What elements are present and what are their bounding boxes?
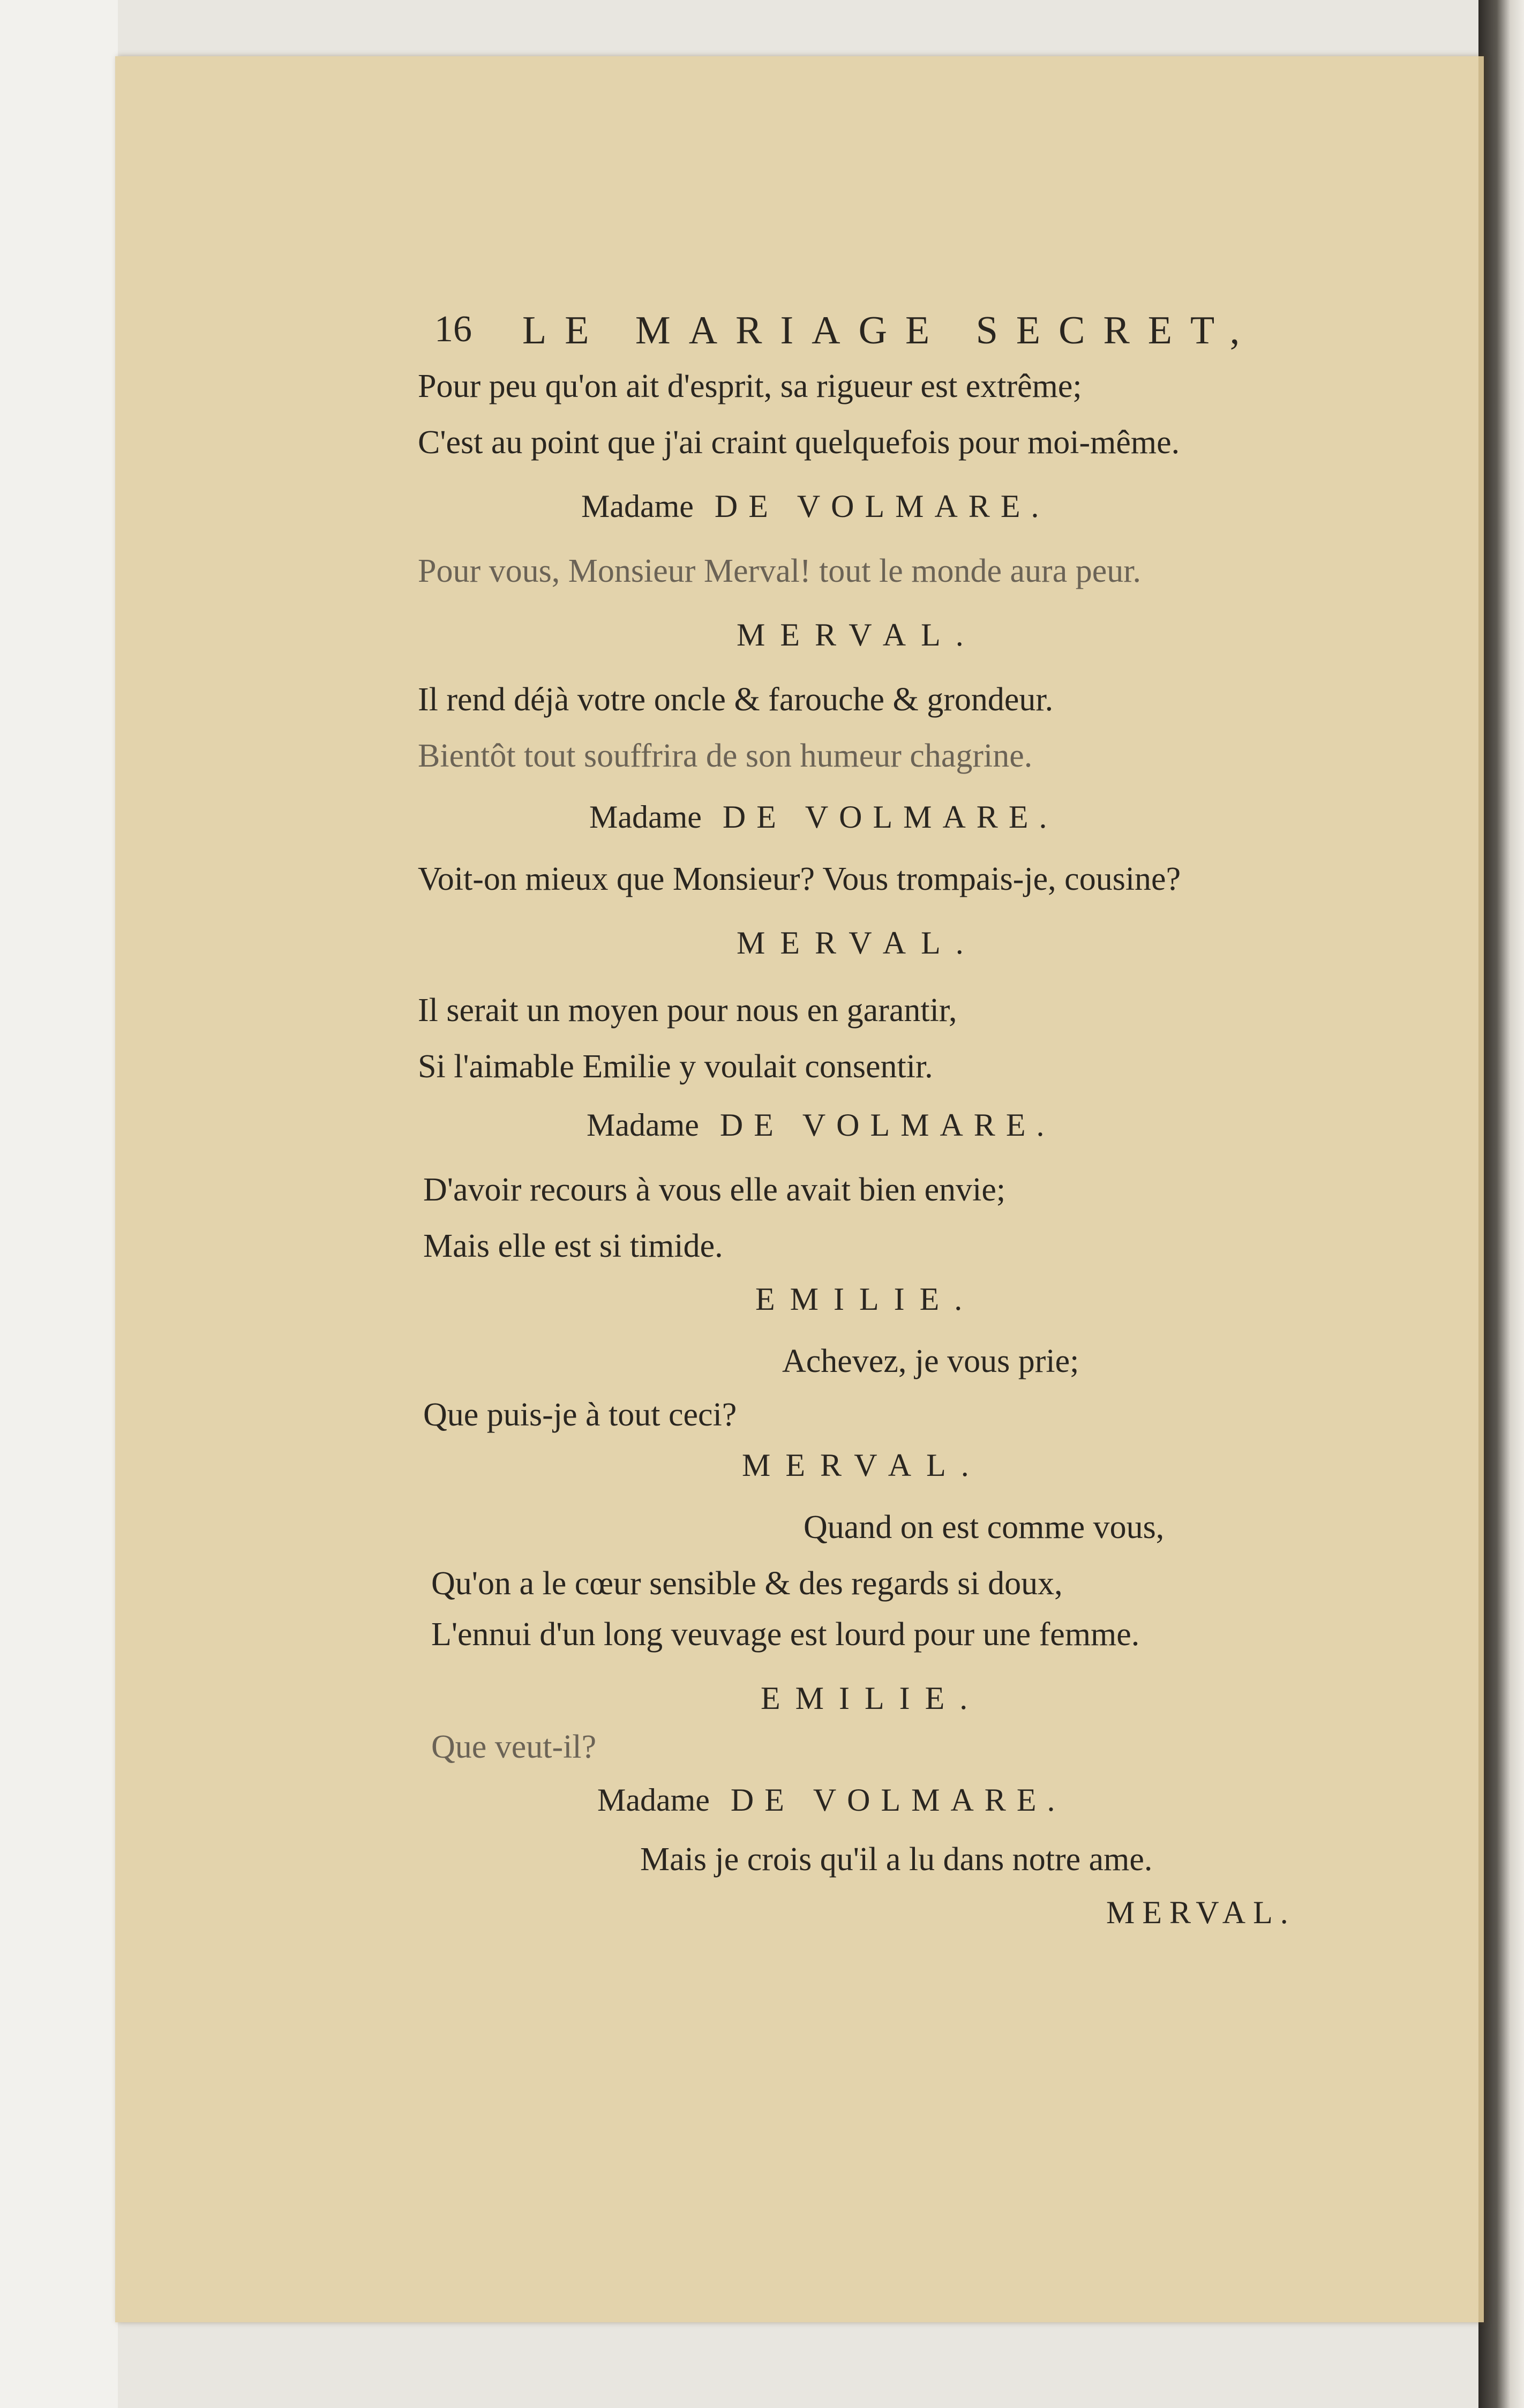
verse-line: D'avoir recours à vous elle avait bien envie;: [423, 1172, 1006, 1208]
speaker-name: MERVAL.: [737, 925, 979, 961]
catchword: MERVAL.: [1106, 1895, 1296, 1930]
speaker-line: [587, 1109, 1055, 1141]
speaker-name: EMILIE.: [755, 1281, 978, 1317]
page-number: 16: [434, 309, 472, 350]
speaker-prefix: Madame: [597, 1782, 710, 1818]
verse-line: Pour vous, Monsieur Merval! tout le monde aura peur.: [418, 553, 1141, 589]
speaker-name: DE VOLMARE.: [730, 1782, 1066, 1818]
speaker-name: EMILIE.: [761, 1681, 983, 1716]
speaker-name: MERVAL.: [742, 1447, 984, 1483]
scan-background: [0, 0, 118, 2408]
verse-line: Quand on est comme vous,: [804, 1509, 1165, 1546]
speaker-prefix: Madame: [589, 799, 702, 835]
speaker-name: DE VOLMARE.: [714, 489, 1050, 524]
verse-line: C'est au point que j'ai craint quelquefois pour moi-même.: [418, 424, 1180, 461]
speaker-name: DE VOLMARE.: [719, 1107, 1055, 1143]
speaker-name: DE VOLMARE.: [722, 799, 1058, 835]
book-page: [115, 56, 1484, 2322]
verse-line: Que veut-il?: [431, 1729, 597, 1765]
verse-line: Qu'on a le cœur sensible & des regards si doux,: [431, 1565, 1063, 1602]
verse-line: Pour peu qu'on ait d'esprit, sa rigueur est extrême;: [418, 368, 1082, 404]
speaker-prefix: Madame: [581, 489, 694, 524]
verse-line: Voit-on mieux que Monsieur? Vous trompais-je, cousine?: [418, 861, 1181, 897]
verse-line: Mais je crois qu'il a lu dans notre ame.: [640, 1841, 1153, 1878]
verse-line: Il serait un moyen pour nous en garantir,: [418, 992, 957, 1029]
speaker-line: [589, 801, 1057, 833]
speaker-prefix: Madame: [587, 1107, 699, 1143]
verse-line: Si l'aimable Emilie y voulait consentir.: [418, 1048, 933, 1085]
verse-line: Il rend déjà votre oncle & farouche & grondeur.: [418, 681, 1054, 718]
verse-line: L'ennui d'un long veuvage est lourd pour une femme.: [431, 1616, 1140, 1653]
verse-line: Achevez, je vous prie;: [782, 1343, 1079, 1379]
book-spine-edge: [1478, 0, 1524, 2408]
verse-line: Mais elle est si timide.: [423, 1228, 723, 1264]
verse-line: Bientôt tout souffrira de son humeur chagrine.: [418, 738, 1033, 774]
running-title: LE MARIAGE SECRET,: [522, 309, 1258, 352]
speaker-line: [581, 490, 1049, 522]
speaker-line: [597, 1784, 1065, 1816]
verse-line: Que puis-je à tout ceci?: [423, 1397, 737, 1433]
speaker-name: MERVAL.: [737, 617, 979, 652]
page-text: [115, 56, 1478, 2322]
